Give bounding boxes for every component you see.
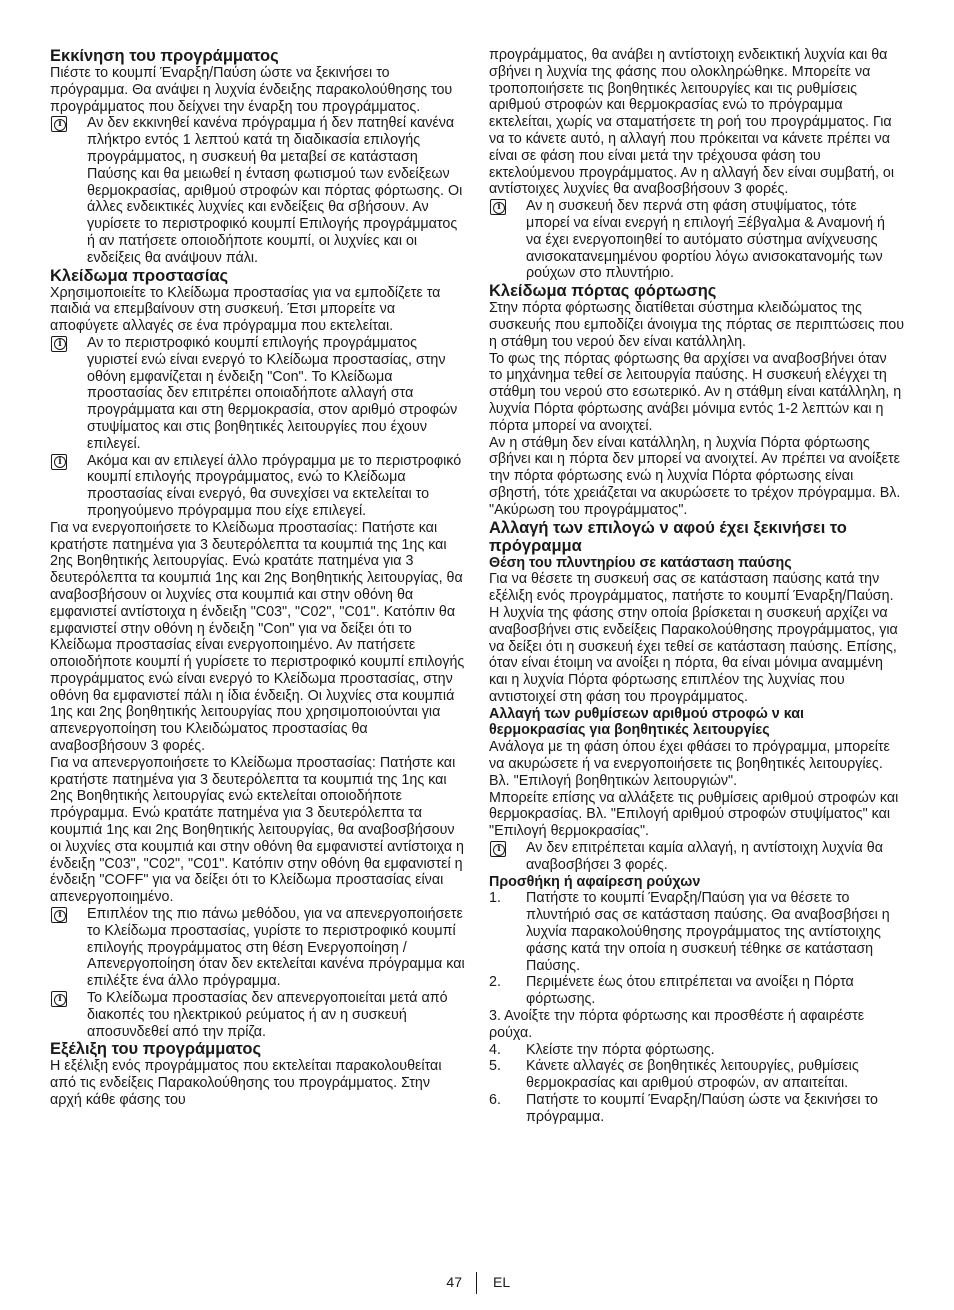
paragraph-program-start: Πιέστε το κουμπί Έναρξη/Παύση ώστε να ξεκινήσει το πρόγραμμα. Θα ανάψει η λυχνία ένδειξης παρακολούθησης του προγράμματος που δείχνει την έναρξη του προγράμματος. [50,65,453,115]
paragraph-change-settings-2: Μπορείτε επίσης να αλλάξετε τις ρυθμίσεις αριθμού στροφών και θερμοκρασίας. Βλ. "Επιλογή αριθμού στροφών στυψίματος" και "Επιλογή θερμοκρασίας". [489,789,899,840]
step-text: Κλείστε την πόρτα φόρτωσης. [526,1041,715,1058]
heading-change-selections: Αλλαγή των επιλογώ ν αφού έχει ξεκινήσει το πρόγραμμα [489,518,847,555]
heading-program-start: Εκκίνηση του προγράμματος [50,47,279,65]
note-text: Ακόμα και αν επιλεγεί άλλο πρόγραμμα με το περιστροφικό κουμπί επιλογής προγράμματος, ενώ το Κλείδωμα προστασίας είναι ενεργό, θα συνεχίσει να εκτελείται το προηγούμενο πρόγραμμα που είχε επιλεγεί. [87,452,462,519]
paragraph-progress-continued: προγράμματος, θα ανάβει η αντίστοιχη ενδεικτική λυχνία και θα σβήνει η λυχνία της φάσης που ολοκληρώθηκε. Μπορείτε να τροποποιήσετε τις βοηθητικές λειτουργίες και τις ρυθμίσεις αριθμού στροφών και θερμοκρασίας ενώ το πρόγραμμα εκτελείται, χωρίς να σταματήσετε τη ροή του προγράμματος. Για να το κάνετε αυτό, η αλλαγή που πρόκειται να κάνετε πρέπει να είναι σε φάση που είναι μετά την τρέχουσα φάση του εκτελούμενου προγράμματος. Αν η αλλαγή δεν είναι συμβατή, οι αντίστοιχες λυχνίες θα αναβοσβήσουν 3 φορές. [489,47,895,198]
note-text: Αν δεν εκκινηθεί κανένα πρόγραμμα ή δεν πατηθεί κανένα πλήκτρο εντός 1 λεπτού κατά τη διαδικασία επιλογής προγράμματος, η συσκευή θα μεταβεί σε κατάσταση Παύσης και θα μειωθεί η ένταση φωτισμού των ενδείξεων θερμοκρασίας, αριθμού στροφών και πόρτας φόρτωσης. Οι άλλες ενδεικτικές λυχνίες και ενδείξεις θα σβήσουν. Αν γυρίσετε το περιστροφικό κουμπί Επιλογής προγράμματος ή αν πατήσετε οποιοδήποτε κουμπί, οι λυχνίες και οι ενδείξεις θα ανάψουν πάλι. [87,115,463,266]
note-standby [50,115,465,266]
step-number: 3. [489,1008,501,1025]
info-icon [51,336,67,352]
paragraph-door-lock-2: Το φως της πόρτας φόρτωσης θα αρχίσει να αναβοσβήνει όταν το μηχάνημα τεθεί σε λειτουργία παύσης. Η συσκευή ελέγχει τη στάθμη του νερού στο εσωτερικό. Αν η στάθμη είναι κατάλληλη, η λυχνία Πόρτα φόρτωσης ανάβει μόνιμα εντός 1-2 λεπτών και η πόρτα μπορεί να ανοιχτεί. [489,350,902,434]
subheading-add-remove-laundry: Προσθήκη ή αφαίρεση ρούχων [489,873,701,890]
info-icon [51,991,67,1007]
note-text: Το Κλείδωμα προστασίας δεν απενεργοποιείται μετά από διακοπές του ηλεκτρικού ρεύματος ή αν η συσκευή αποσυνδεθεί από την πρίζα. [87,990,448,1040]
info-icon [490,841,506,857]
steps-list [489,890,904,1125]
info-icon [51,907,67,923]
step-number: 5. [489,1058,501,1075]
paragraph-program-progress: Η εξέλιξη ενός προγράμματος που εκτελείται παρακολουθείται από τις ενδείξεις Παρακολούθησης του προγράμματος. Στην αρχή κάθε φάσης του [50,1058,442,1109]
info-icon [490,199,506,215]
right-column [489,47,904,1126]
language-code: EL [493,1274,511,1290]
paragraph-child-lock: Χρησιμοποιείτε το Κλείδωμα προστασίας για να εμποδίζετε τα παιδιά να επεμβαίνουν στη συσκευή. Έτσι μπορείτε να αποφύγετε αλλαγές σε ένα πρόγραμμα που εκτελείται. [50,284,441,335]
step-text: Πατήστε το κουμπί Έναρξη/Παύση ώστε να ξεκινήσει το πρόγραμμα. [526,1092,878,1125]
step-item [489,1092,904,1126]
note-text: Αν η συσκευή δεν περνά στη φάση στυψίματος, τότε μπορεί να είναι ενεργή η επιλογή Ξέβγαλμα & Αναμονή ή να έχει ενεργοποιηθεί το αυτόματο σύστημα ανίχνευσης ανισοκατανεμημένου φορτίου λόγω ανισοκατανομής των ρούχων στο πλυντήριο. [526,198,885,282]
note-text: Αν δεν επιτρέπεται καμία αλλαγή, η αντίστοιχη λυχνία θα αναβοσβήσει 3 φορές. [526,840,883,873]
note-text: Αν το περιστροφικό κουμπί επιλογής προγράμματος γυριστεί ενώ είναι ενεργό το Κλείδωμα προστασίας, στην οθόνη εμφανίζεται η ένδειξη "Con". Το Κλείδωμα προστασίας δεν επιτρέπει οποιαδήποτε αλλαγή στα προγράμματα και στη θερμοκρασία, στον αριθμό στροφών στυψίματος και στις βοηθητικές λειτουργίες που έχουν επιλεγεί. [87,334,458,452]
page-footer [0,1272,954,1292]
step-item [489,974,904,1008]
note-change-not-allowed [489,840,904,874]
footer-divider [476,1272,477,1294]
note-child-lock-power [50,990,465,1040]
paragraph-activate-lock: Για να ενεργοποιήσετε το Κλείδωμα προστασίας: Πατήστε και κρατήστε πατημένα για 3 δευτερόλεπτα τα κουμπιά της 1ης και 2ης Βοηθητικής λειτουργίας. Ενώ κρατάτε πατημένα για 3 δευτερόλεπτα τα κουμπιά 1ης και 2ης Βοηθητικής λειτουργίας, θα αναβοσβήσουν οι λυχνίες στα κουμπιά και στην οθόνη θα εμφανιστεί αντίστοιχα η ένδειξη "C03", "C02", "C01". Κατόπιν θα εμφανιστεί στην οθόνη η ένδειξη "Con" για να δείξει ότι το Κλείδωμα προστασίας είναι ενεργοποιημένο. Αν πατήσετε οποιοδήποτε κουμπί ή γυρίσετε το περιστροφικό κουμπί επιλογής προγράμματος ενώ είναι ενεργό το Κλείδωμα προστασίας, στην οθόνη θα εμφανιστεί πάλι η ίδια ένδειξη. Οι λυχνίες στα κουμπιά 1ης και 2ης βοηθητικής λειτουργίας που χρησιμοποιούνται για απενεργοποίηση του Κλειδώματος προστασίας θα αναβοσβήσουν 3 φορές. [50,519,465,755]
step-item [489,1008,904,1042]
step-text: Κάνετε αλλαγές σε βοηθητικές λειτουργίες, ρυθμίσεις θερμοκρασίας και αριθμού στροφών, αν απαιτείται. [526,1058,859,1092]
paragraph-deactivate-lock: Για να απενεργοποιήσετε το Κλείδωμα προστασίας: Πατήστε και κρατήστε πατημένα για 3 δευτερόλεπτα τα κουμπιά της 1ης και 2ης Βοηθητικής λειτουργίας ενώ εκτελείται οποιοδήποτε πρόγραμμα. Ενώ κρατάτε πατημένα για 3 δευτερόλεπτα τα κουμπιά 1ης και 2ης Βοηθητικής λειτουργίας, θα αναβοσβήσουν οι λυχνίες στα κουμπιά και στην οθόνη θα εμφανιστεί αντίστοιχα η ένδειξη "C03", "C02", "C01". Κατόπιν στην οθόνη θα εμφανιστεί η ένδειξη "COFF" για να δείξει ότι το Κλείδωμα προστασίας είναι απενεργοποιημένο. [50,754,465,906]
heading-program-progress: Εξέλιξη του προγράμματος [50,1040,262,1059]
note-spin-phase [489,198,904,282]
step-item [489,1042,904,1059]
step-number: 4. [489,1041,501,1058]
info-icon [51,454,67,470]
heading-door-lock: Κλείδωμα πόρτας φόρτωσης [489,282,717,301]
paragraph-door-lock-1: Στην πόρτα φόρτωσης διατίθεται σύστημα κλειδώματος της συσκευής που εμποδίζει άνοιγμα της πόρτας σε περιπτώσεις που η στάθμη του νερού δεν είναι κατάλληλη. [489,300,905,350]
step-item [489,1058,904,1092]
step-number: 1. [489,890,501,907]
note-child-lock-onoff [50,906,465,990]
page-number: 47 [446,1274,462,1290]
note-child-lock-program [50,453,465,520]
step-text: Πατήστε το κουμπί Έναρξη/Παύση για να θέσετε το πλυντήριό σας σε κατάσταση παύσης. Θα αναβοσβήσει η λυχνία παρακολούθησης προγράμματος της αντίστοιχης φάσης κατά την οποία η συσκευή τέθηκε σε κατάσταση Παύσης. [526,890,890,974]
note-text: Επιπλέον της πιο πάνω μεθόδου, για να απενεργοποιήσετε το Κλείδωμα προστασίας, γυρίστε το περιστροφικό κουμπί επιλογής προγράμματος στη θέση Ενεργοποίηση / Απενεργοποίηση όταν δεν εκτελείται κανένα πρόγραμμα και επιλέξτε ένα άλλο πρόγραμμα. [87,906,465,990]
paragraph-change-settings-1: Ανάλογα με τη φάση όπου έχει φθάσει το πρόγραμμα, μπορείτε να ακυρώσετε ή να ενεργοποιήσετε τις βοηθητικές λειτουργίες. Βλ. "Επιλογή βοηθητικών λειτουργιών". [489,739,890,789]
info-icon [51,116,67,132]
subheading-change-settings: Αλλαγή των ρυθμίσεων αριθμού στροφώ ν και θερμοκρασίας για βοηθητικές λειτουργίες [489,705,804,739]
step-text: Ανοίξτε την πόρτα φόρτωσης και προσθέστε ή αφαιρέστε ρούχα. [489,1008,865,1041]
paragraph-door-lock-3: Αν η στάθμη δεν είναι κατάλληλη, η λυχνία Πόρτα φόρτωσης σβήνει και η πόρτα δεν μπορεί να ανοιχτεί. Αν πρέπει να ανοίξετε την πόρτα φόρτωσης ενώ η λυχνία Πόρτα φόρτωσης είναι σβηστή, τότε χρειάζεται να ακυρώσετε το τρέχον πρόγραμμα. Βλ. "Ακύρωση του προγράμματος". [489,434,901,518]
step-text: Περιμένετε έως ότου επιτρέπεται να ανοίξει η Πόρτα φόρτωσης. [526,974,854,1008]
left-column [50,47,465,1109]
step-number: 2. [489,974,501,991]
step-number: 6. [489,1092,501,1109]
note-child-lock-con [50,335,465,453]
step-item [489,890,904,974]
subheading-pause: Θέση του πλυντηρίου σε κατάσταση παύσης [489,554,792,571]
heading-child-lock: Κλείδωμα προστασίας [50,266,229,285]
paragraph-pause: Για να θέσετε τη συσκευή σας σε κατάσταση παύσης κατά την εξέλιξη ενός προγράμματος, πατήστε το κουμπί Έναρξη/Παύση. Η λυχνία της φάσης στην οποία βρίσκεται η συσκευή αρχίζει να αναβοσβήνει στις ενδείξεις Παρακολούθησης προγράμματος, για να δείξει ότι η συσκευή έχει τεθεί σε κατάσταση παύσης. Επίσης, όταν είναι έτοιμη να ανοίξει η πόρτα, θα είναι μόνιμα αναμμένη και η λυχνία Πόρτα φόρτωσης επιπλέον της λυχνίας που αντιστοιχεί στη φάση του προγράμματος. [489,571,898,705]
